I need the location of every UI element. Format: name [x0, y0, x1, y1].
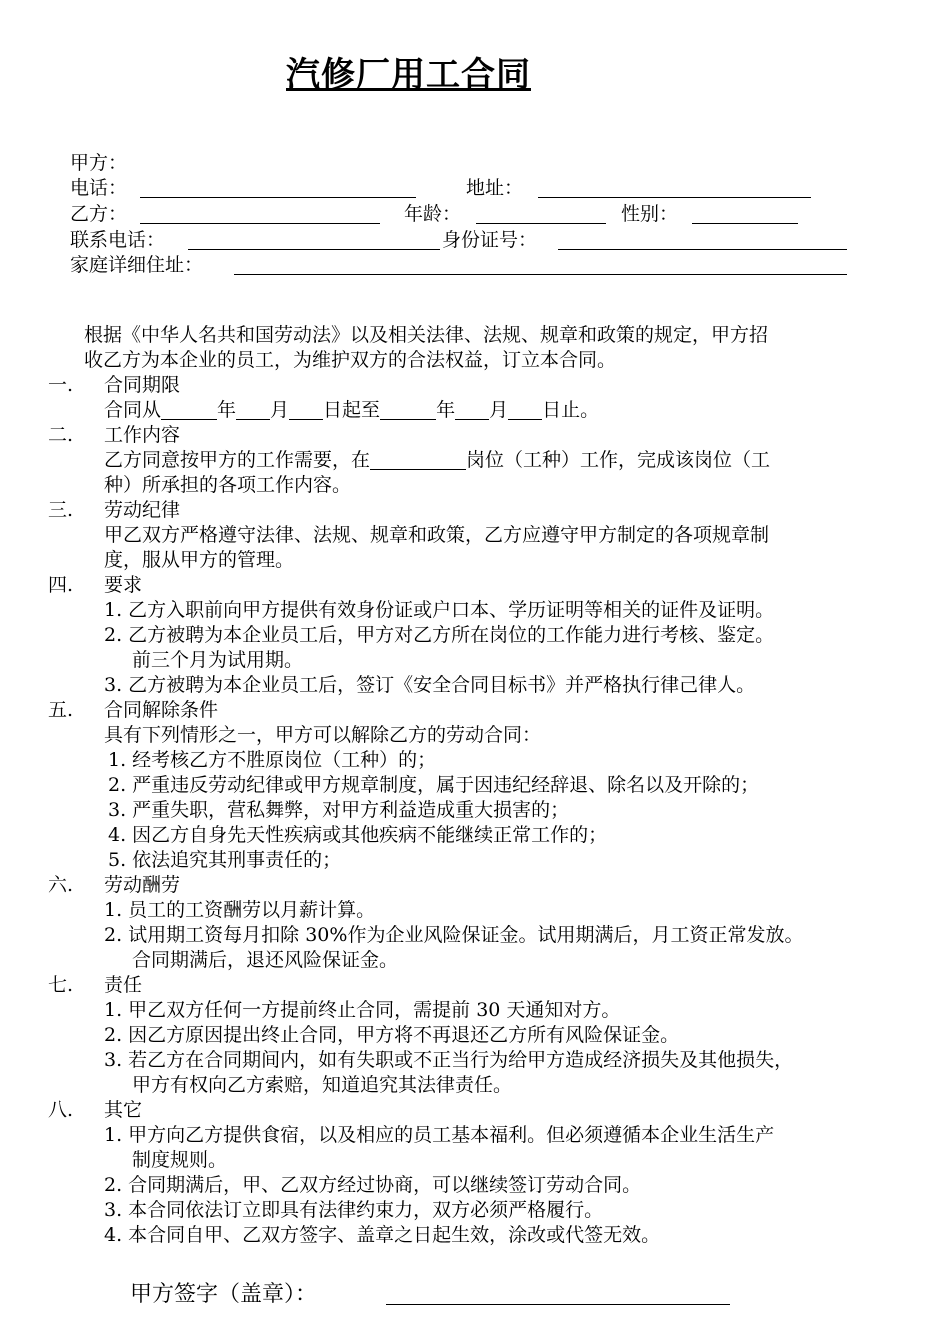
home-address-label: 家庭详细住址：: [70, 254, 204, 276]
liability-item-2: 2. 因乙方原因提出终止合同，甲方将不再退还乙方所有风险保证金。: [104, 1024, 680, 1046]
party-a-label: 甲方：: [70, 152, 128, 174]
section-8-title: 其它: [104, 1099, 143, 1121]
section-4-number: 四.: [48, 574, 74, 596]
start-day-blank[interactable]: [289, 399, 323, 420]
termination-item-1: 1. 经考核乙方不胜原岗位（工种）的；: [108, 749, 437, 771]
requirement-item-2: 2. 乙方被聘为本企业员工后，甲方对乙方所在岗位的工作能力进行考核、鉴定。: [104, 624, 775, 646]
termination-item-2: 2. 严重违反劳动纪律或甲方规章制度，属于因违纪经辞退、除名以及开除的；: [108, 774, 760, 796]
address-field[interactable]: [538, 175, 811, 198]
termination-item-3: 3. 严重失职，营私舞弊，对甲方利益造成重大损害的；: [108, 799, 570, 821]
id-number-label: 身份证号：: [442, 229, 538, 251]
section-6-number: 六.: [48, 874, 74, 896]
end-year-blank[interactable]: [380, 399, 436, 420]
gender-field[interactable]: [692, 201, 798, 224]
discipline-line-1: 甲乙双方严格遵守法律、法规、规章和政策，乙方应遵守甲方制定的各项规章制: [104, 524, 770, 546]
discipline-line-2: 度，服从甲方的管理。: [104, 549, 295, 571]
position-blank[interactable]: [370, 449, 466, 470]
other-item-1: 1. 甲方向乙方提供食宿，以及相应的员工基本福利。但必须遵循本企业生活生产: [104, 1124, 775, 1146]
other-item-3: 3. 本合同依法订立即具有法律约束力，双方必须严格履行。: [104, 1199, 604, 1221]
section-2-title: 工作内容: [104, 424, 181, 446]
document-title: 汽修厂用工合同: [286, 55, 531, 95]
contract-term-line: 合同从 年 月 日起至 年 月 日止。: [104, 399, 600, 421]
end-month-blank[interactable]: [455, 399, 489, 420]
start-year-blank[interactable]: [161, 399, 217, 420]
intro-line-2: 收乙方为本企业的员工，为维护双方的合法权益，订立本合同。: [84, 349, 617, 371]
other-item-1-cont: 制度规则。: [132, 1149, 228, 1171]
other-item-4: 4. 本合同自甲、乙双方签字、盖章之日起生效，涂改或代签无效。: [104, 1224, 661, 1246]
phone-label: 电话：: [70, 177, 128, 199]
party-b-field[interactable]: [140, 201, 380, 224]
requirement-item-1: 1. 乙方入职前向甲方提供有效身份证或户口本、学历证明等相关的证件及证明。: [104, 599, 775, 621]
job-content-line-2: 种）所承担的各项工作内容。: [104, 474, 352, 496]
pay-item-2-cont: 合同期满后，退还风险保证金。: [132, 949, 399, 971]
age-label: 年龄：: [404, 203, 462, 225]
gender-label: 性别：: [621, 203, 679, 225]
id-number-field[interactable]: [558, 227, 847, 250]
contact-phone-label: 联系电话：: [70, 229, 166, 251]
other-item-2: 2. 合同期满后，甲、乙双方经过协商，可以继续签订劳动合同。: [104, 1174, 642, 1196]
age-field[interactable]: [476, 201, 606, 224]
requirement-item-3: 3. 乙方被聘为本企业员工后，签订《安全合同目标书》并严格执行律己律人。: [104, 674, 756, 696]
section-5-title: 合同解除条件: [104, 699, 219, 721]
section-4-title: 要求: [104, 574, 143, 596]
section-1-number: 一.: [48, 374, 74, 396]
intro-line-1: 根据《中华人名共和国劳动法》以及相关法律、法规、规章和政策的规定，甲方招: [84, 324, 769, 346]
liability-item-3: 3. 若乙方在合同期间内，如有失职或不正当行为给甲方造成经济损失及其他损失，: [104, 1049, 794, 1071]
section-1-title: 合同期限: [104, 374, 181, 396]
section-3-title: 劳动纪律: [104, 499, 181, 521]
pay-item-1: 1. 员工的工资酬劳以月薪计算。: [104, 899, 376, 921]
section-6-title: 劳动酬劳: [104, 874, 181, 896]
contact-phone-field[interactable]: [188, 227, 440, 250]
section-7-title: 责任: [104, 974, 143, 996]
pay-item-2: 2. 试用期工资每月扣除 30%作为企业风险保证金。试用期满后，月工资正常发放。: [104, 924, 804, 946]
section-3-number: 三.: [48, 499, 74, 521]
party-a-signature-field[interactable]: [386, 1282, 730, 1305]
job-content-line-1: 乙方同意按甲方的工作需要，在 岗位（工种）工作，完成该岗位（工: [104, 449, 771, 471]
termination-item-5: 5. 依法追究其刑事责任的；: [108, 849, 342, 871]
party-b-label: 乙方：: [70, 203, 128, 225]
section-7-number: 七.: [48, 974, 74, 996]
start-month-blank[interactable]: [236, 399, 270, 420]
requirement-item-2-cont: 前三个月为试用期。: [132, 649, 304, 671]
termination-item-4: 4. 因乙方自身先天性疾病或其他疾病不能继续正常工作的；: [108, 824, 608, 846]
liability-item-3-cont: 甲方有权向乙方索赔，知道追究其法律责任。: [132, 1074, 513, 1096]
section-5-number: 五.: [48, 699, 74, 721]
party-a-signature-label: 甲方签字（盖章）：: [130, 1282, 318, 1307]
termination-lead: 具有下列情形之一，甲方可以解除乙方的劳动合同：: [104, 724, 542, 746]
section-8-number: 八.: [48, 1099, 74, 1121]
end-day-blank[interactable]: [508, 399, 542, 420]
phone-field[interactable]: [140, 175, 416, 198]
section-2-number: 二.: [48, 424, 74, 446]
liability-item-1: 1. 甲乙双方任何一方提前终止合同，需提前 30 天通知对方。: [104, 999, 621, 1021]
home-address-field[interactable]: [234, 252, 847, 275]
address-label: 地址：: [466, 177, 524, 199]
